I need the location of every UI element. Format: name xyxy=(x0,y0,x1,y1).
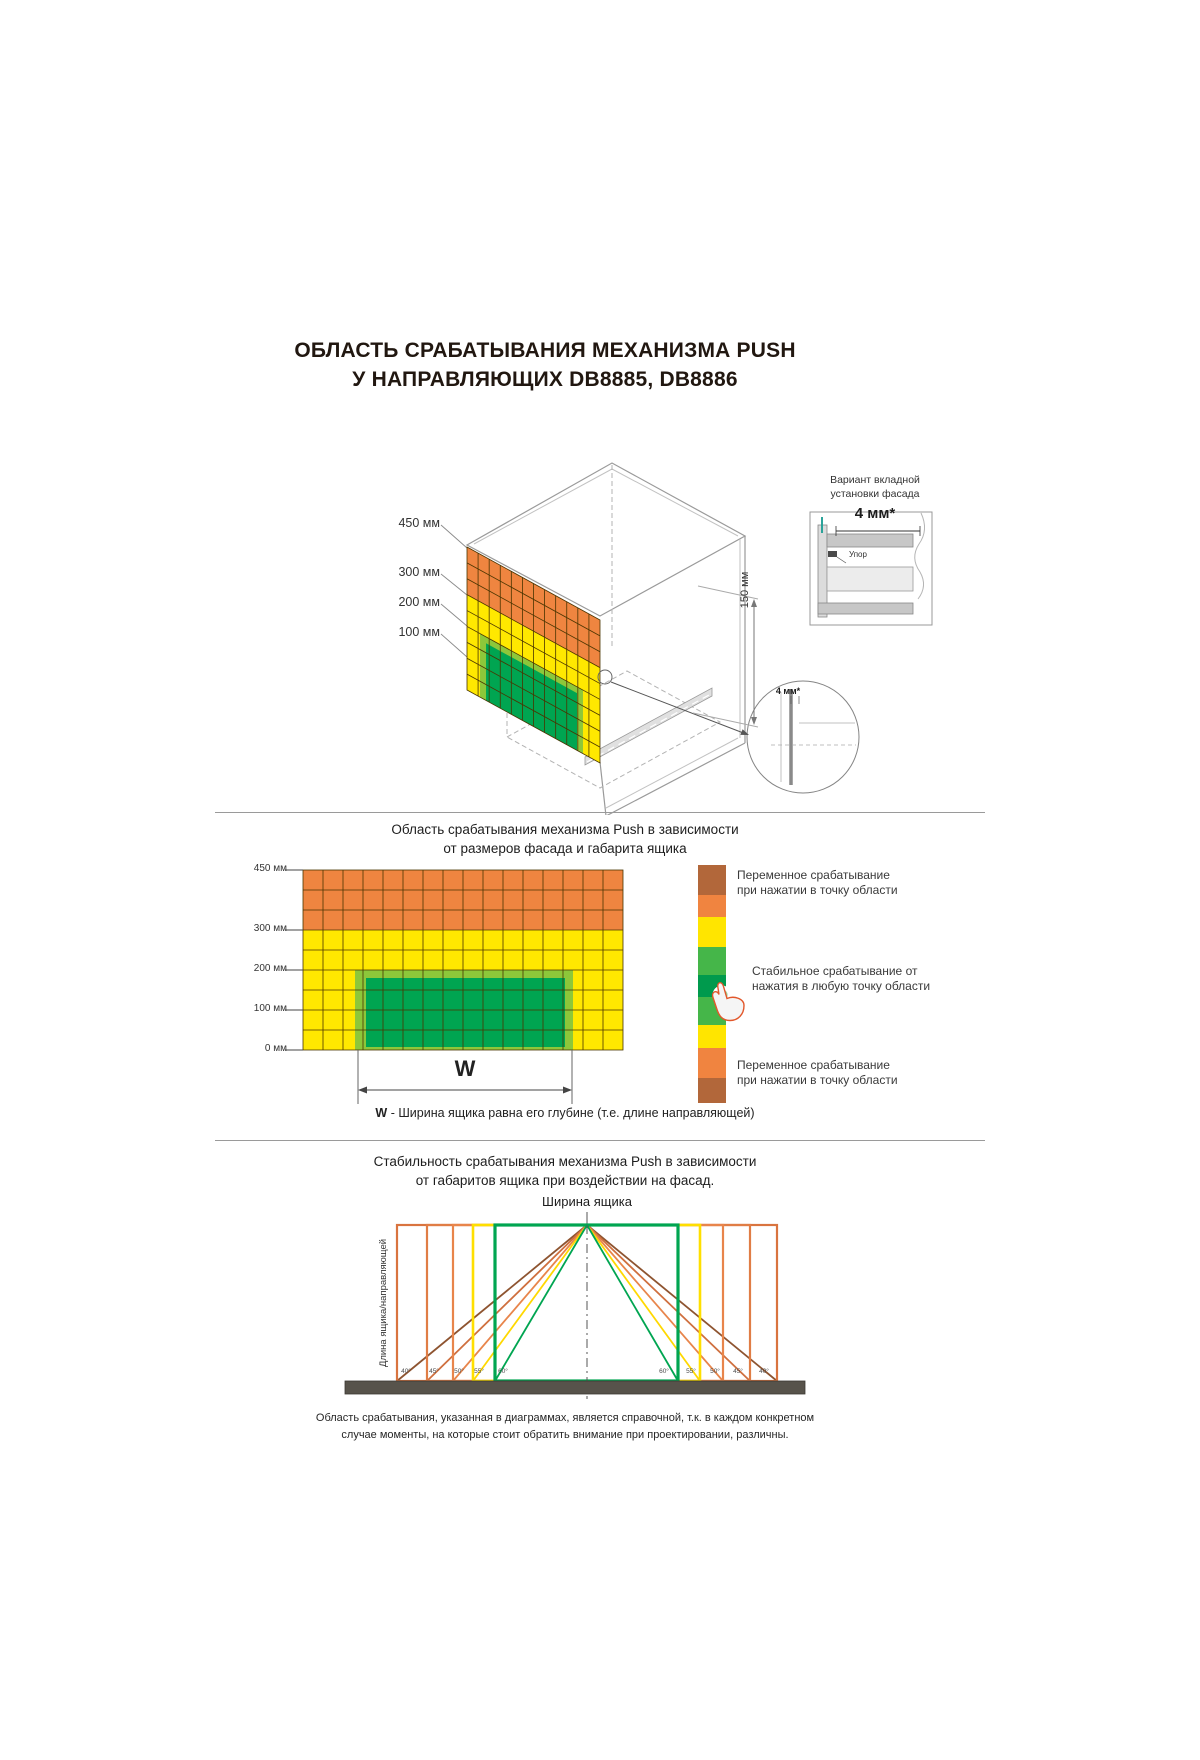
cabinet-diagram xyxy=(215,405,995,815)
footnote-line1: Область срабатывания, указанная в диаграммах, является справочной, т.к. в каждом конкретном xyxy=(315,1412,815,1424)
legend-item-line: Стабильное срабатывание от xyxy=(752,964,918,978)
legend-item-line: при нажатии в точку области xyxy=(737,1073,898,1087)
legend-item-line: Переменное срабатывание xyxy=(737,868,890,882)
drawer-rail xyxy=(585,688,712,765)
w-dimension-label: W xyxy=(454,1056,476,1081)
zone-y-label-300: 300 мм xyxy=(253,923,287,934)
detail-dimension-label: 4 мм* xyxy=(775,686,801,696)
footnote xyxy=(215,1410,915,1444)
facade-height-label-300: 300 мм xyxy=(398,565,440,579)
inset-drawing xyxy=(810,512,932,625)
angle-label-right-55: 55° xyxy=(686,1368,696,1375)
legend-item-variable-bottom xyxy=(737,1058,898,1088)
inset-heading-line2: установки фасада xyxy=(830,488,920,500)
angle-label-right-60: 60° xyxy=(659,1368,669,1375)
angle-label-left-50: 50° xyxy=(454,1368,464,1375)
zone-axis-ticks xyxy=(285,870,303,1050)
angle-label-right-50: 50° xyxy=(710,1368,720,1375)
legend-item-line: нажатия в любую точку области xyxy=(752,979,931,993)
page-title xyxy=(215,336,875,394)
zone-y-label-100: 100 мм xyxy=(253,1003,287,1014)
page-title-line2: У НАПРАВЛЯЮЩИХ DB8885, DB8886 xyxy=(352,368,738,391)
angle-label-right-40: 40° xyxy=(759,1368,769,1375)
stability-x-axis-label: Ширина ящика xyxy=(542,1194,632,1209)
footnote-line2: случае моменты, на которые стоит обратить внимание при проектировании, различны. xyxy=(341,1429,789,1441)
stability-chart-title-line2: от габаритов ящика при воздействии на фасад. xyxy=(415,1173,715,1188)
facade-grid xyxy=(467,547,600,763)
angle-label-left-55: 55° xyxy=(474,1368,484,1375)
w-caption xyxy=(215,1106,915,1120)
depth-dimension-label: 150 мм xyxy=(739,571,751,609)
inset-heading xyxy=(795,473,955,501)
zone-y-label-200: 200 мм xyxy=(253,963,287,974)
legend-item-stable xyxy=(752,964,930,994)
zone-y-label-450: 450 мм xyxy=(253,863,287,874)
inset-stop-label: Упор xyxy=(849,550,867,559)
stability-y-axis-label: Длина ящика/направляющей xyxy=(378,1238,389,1368)
legend-item-variable-top xyxy=(737,868,898,898)
w-caption-rest: - Ширина ящика равна его глубине (т.е. длине направляющей) xyxy=(387,1106,755,1120)
angle-label-left-40: 40° xyxy=(401,1368,411,1375)
w-caption-bold: W xyxy=(375,1106,388,1120)
facade-height-label-100: 100 мм xyxy=(398,625,440,639)
section-divider-1 xyxy=(215,812,985,813)
section-divider-2 xyxy=(215,1140,985,1141)
zone-chart-title-line1: Область срабатывания механизма Push в зависимости xyxy=(391,822,739,837)
detail-circle xyxy=(747,681,859,793)
inset-dimension-label: 4 мм* xyxy=(854,505,896,522)
stability-chart-title-line1: Стабильность срабатывания механизма Push в зависимости xyxy=(373,1154,757,1169)
facade-height-label-200: 200 мм xyxy=(398,595,440,609)
legend-item-line: при нажатии в точку области xyxy=(737,883,898,897)
baseline-bar xyxy=(345,1381,805,1394)
facade-height-label-450: 450 мм xyxy=(398,516,440,530)
angle-label-left-45: 45° xyxy=(429,1368,439,1375)
zone-chart-title xyxy=(215,820,915,858)
page-title-line1: ОБЛАСТЬ СРАБАТЫВАНИЯ МЕХАНИЗМА PUSH xyxy=(294,339,796,362)
stability-chart-title xyxy=(215,1152,915,1190)
zone-chart-title-line2: от размеров фасада и габарита ящика xyxy=(443,841,687,856)
legend-item-line: Переменное срабатывание xyxy=(737,1058,890,1072)
inset-heading-line1: Вариант вкладной xyxy=(830,474,920,486)
angle-label-left-60: 60° xyxy=(498,1368,508,1375)
zone-y-label-0: 0 мм xyxy=(264,1043,287,1054)
angle-label-right-45: 45° xyxy=(733,1368,743,1375)
